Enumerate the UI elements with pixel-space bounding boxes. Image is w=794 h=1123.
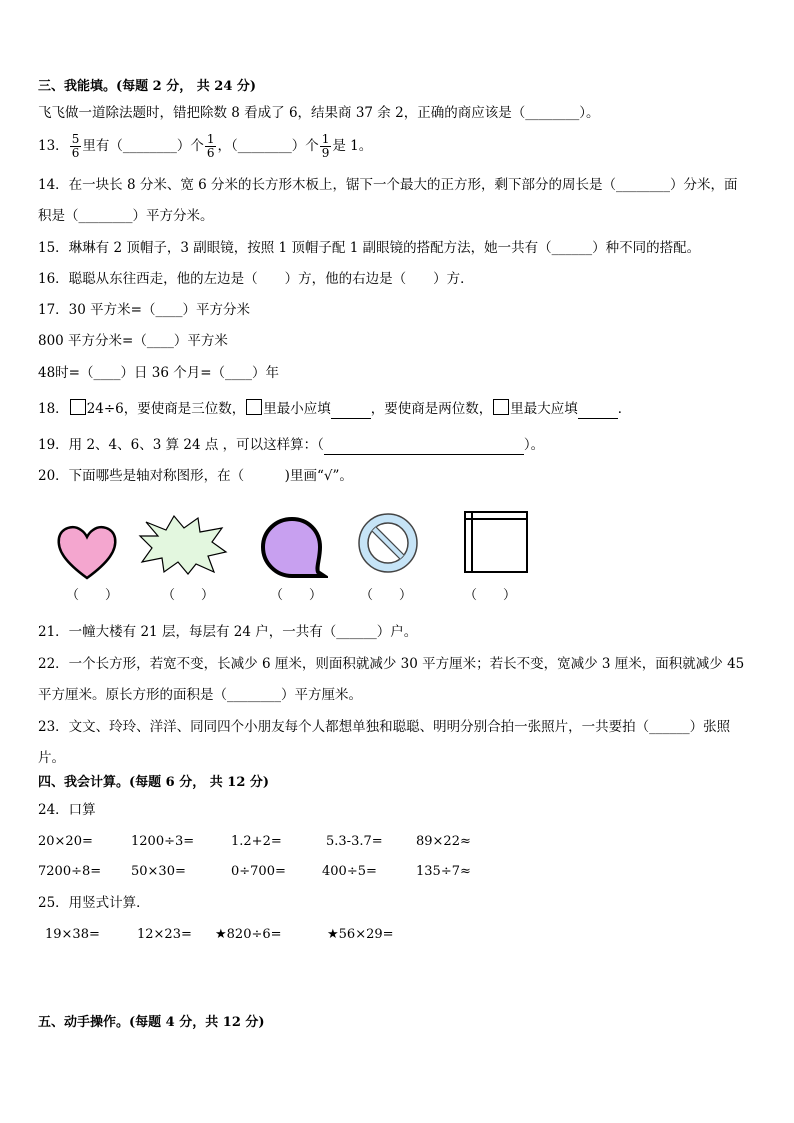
question-23-line-2: 片。	[38, 750, 65, 766]
fraction-5-6	[70, 133, 82, 160]
q13-text-1: 里有（________）个	[82, 138, 204, 154]
q18-text-5: ．	[617, 401, 632, 417]
answer-paren-4: （ ）	[360, 588, 413, 603]
answer-underline	[324, 436, 524, 455]
answer-paren-5: （ ）	[464, 588, 517, 603]
section-3-title: 三、我能填。(每题 2 分， 共 24 分)	[38, 79, 257, 94]
q18-number: 18．	[38, 401, 69, 417]
mental-calc-item: 0÷700=	[231, 864, 286, 879]
no-entry-sign-shape	[356, 511, 420, 575]
question-17-line-3: 48时=（____）日 36 个月=（____）年	[38, 365, 280, 381]
question-23-line-1: 23．文文、玲玲、洋洋、同同四个小朋友每个人都想单独和聪聪、明明分别合拍一张照片，一共要拍（______）张照	[38, 719, 731, 735]
star-burst-shape	[138, 514, 228, 576]
q13-frac1-numerator: 5	[71, 132, 80, 146]
question-24-title: 24．口算	[38, 802, 96, 818]
question-18	[38, 399, 631, 419]
mental-calc-item: 1200÷3=	[131, 834, 195, 849]
q19-end: ）。	[523, 437, 545, 453]
mental-calc-item: 7200÷8=	[38, 864, 102, 879]
mental-calc-item: 1.2+2=	[231, 834, 282, 849]
question-15: 15．琳琳有 2 顶帽子，3 副眼镜，按照 1 顶帽子配 1 副眼镜的搭配方法，她一共有（______）种不同的搭配。	[38, 240, 701, 256]
star-burst-polygon	[140, 516, 226, 574]
question-12: 飞飞做一道除法题时，错把除数 8 看成了 6，结果商 37 余 2，正确的商应该是（________）。	[38, 105, 600, 121]
square-outer	[465, 512, 527, 572]
answer-underline	[578, 400, 618, 419]
square-frame-shape	[462, 509, 530, 575]
question-19	[38, 436, 544, 455]
q19-text: 19．用 2、4、6、3 算 24 点 ，可以这样算：（	[38, 437, 324, 453]
q13-frac2-numerator: 1	[206, 132, 215, 146]
q18-text-3: ，要使商是两位数，	[370, 401, 493, 417]
answer-underline	[331, 400, 371, 419]
question-13	[38, 131, 372, 161]
section-5-title: 五、动手操作。(每题 4 分，共 12 分)	[38, 1015, 265, 1030]
mental-calc-item: 400÷5=	[322, 864, 377, 879]
vertical-calc-item: ★820÷6=	[215, 927, 282, 942]
fraction-1-9	[320, 133, 332, 160]
q13-frac3-denominator: 9	[321, 146, 330, 160]
blank-box	[70, 399, 86, 415]
q13-number: 13．	[38, 138, 69, 154]
question-16: 16．聪聪从东往西走，他的左边是（ ）方，他的右边是（ ）方．	[38, 271, 474, 287]
q18-text-2: 里最小应填	[263, 401, 331, 417]
answer-paren-1: （ ）	[66, 588, 119, 603]
question-22-line-2: 平方厘米。原长方形的面积是（________）平方厘米。	[38, 687, 362, 703]
question-22-line-1: 22．一个长方形，若宽不变，长减少 6 厘米，则面积就减少 30 平方厘米；若长不变，宽减少 3 厘米，面积就减少 45	[38, 656, 745, 672]
question-17-line-1: 17．30 平方米=（____）平方分米	[38, 302, 250, 318]
vertical-calc-item: 19×38=	[45, 927, 100, 942]
vertical-calc-item: ★56×29=	[327, 927, 394, 942]
question-25-title: 25．用竖式计算．	[38, 895, 150, 911]
heart-shape	[55, 522, 119, 582]
mental-calc-item: 5.3-3.7=	[326, 834, 383, 849]
q13-text-3: 是 1。	[332, 138, 373, 154]
heart-path	[59, 527, 116, 578]
blank-box	[493, 399, 509, 415]
fraction-1-6	[205, 133, 217, 160]
blank-box	[246, 399, 262, 415]
q13-frac3-numerator: 1	[321, 132, 330, 146]
speech-bubble-shape	[258, 515, 328, 581]
mental-calc-item: 20×20=	[38, 834, 93, 849]
mental-calc-item: 89×22≈	[416, 834, 471, 849]
q13-frac2-denominator: 6	[206, 146, 215, 160]
question-17-line-2: 800 平方分米=（____）平方米	[38, 333, 228, 349]
answer-paren-3: （ ）	[270, 588, 323, 603]
answer-paren-2: （ ）	[162, 588, 215, 603]
q13-frac1-denominator: 6	[71, 146, 80, 160]
vertical-calc-item: 12×23=	[137, 927, 192, 942]
question-14-line-2: 积是（________）平方分米。	[38, 208, 214, 224]
mental-calc-item: 135÷7≈	[416, 864, 471, 879]
section-4-title: 四、我会计算。(每题 6 分， 共 12 分)	[38, 775, 270, 790]
q13-text-2: ，（________）个	[217, 138, 319, 154]
question-20: 20．下面哪些是轴对称图形，在（ )里画“√”。	[38, 468, 353, 484]
question-14-line-1: 14．在一块长 8 分米、宽 6 分米的长方形木板上，锯下一个最大的正方形，剩下部分的周长是（________）分米，面	[38, 177, 738, 193]
speech-bubble-path	[263, 519, 324, 576]
q18-text-4: 里最大应填	[510, 401, 578, 417]
q18-text-1: 24÷6，要使商是三位数，	[86, 401, 246, 417]
mental-calc-item: 50×30=	[131, 864, 186, 879]
question-21: 21．一幢大楼有 21 层，每层有 24 户，一共有（______）户。	[38, 624, 418, 640]
